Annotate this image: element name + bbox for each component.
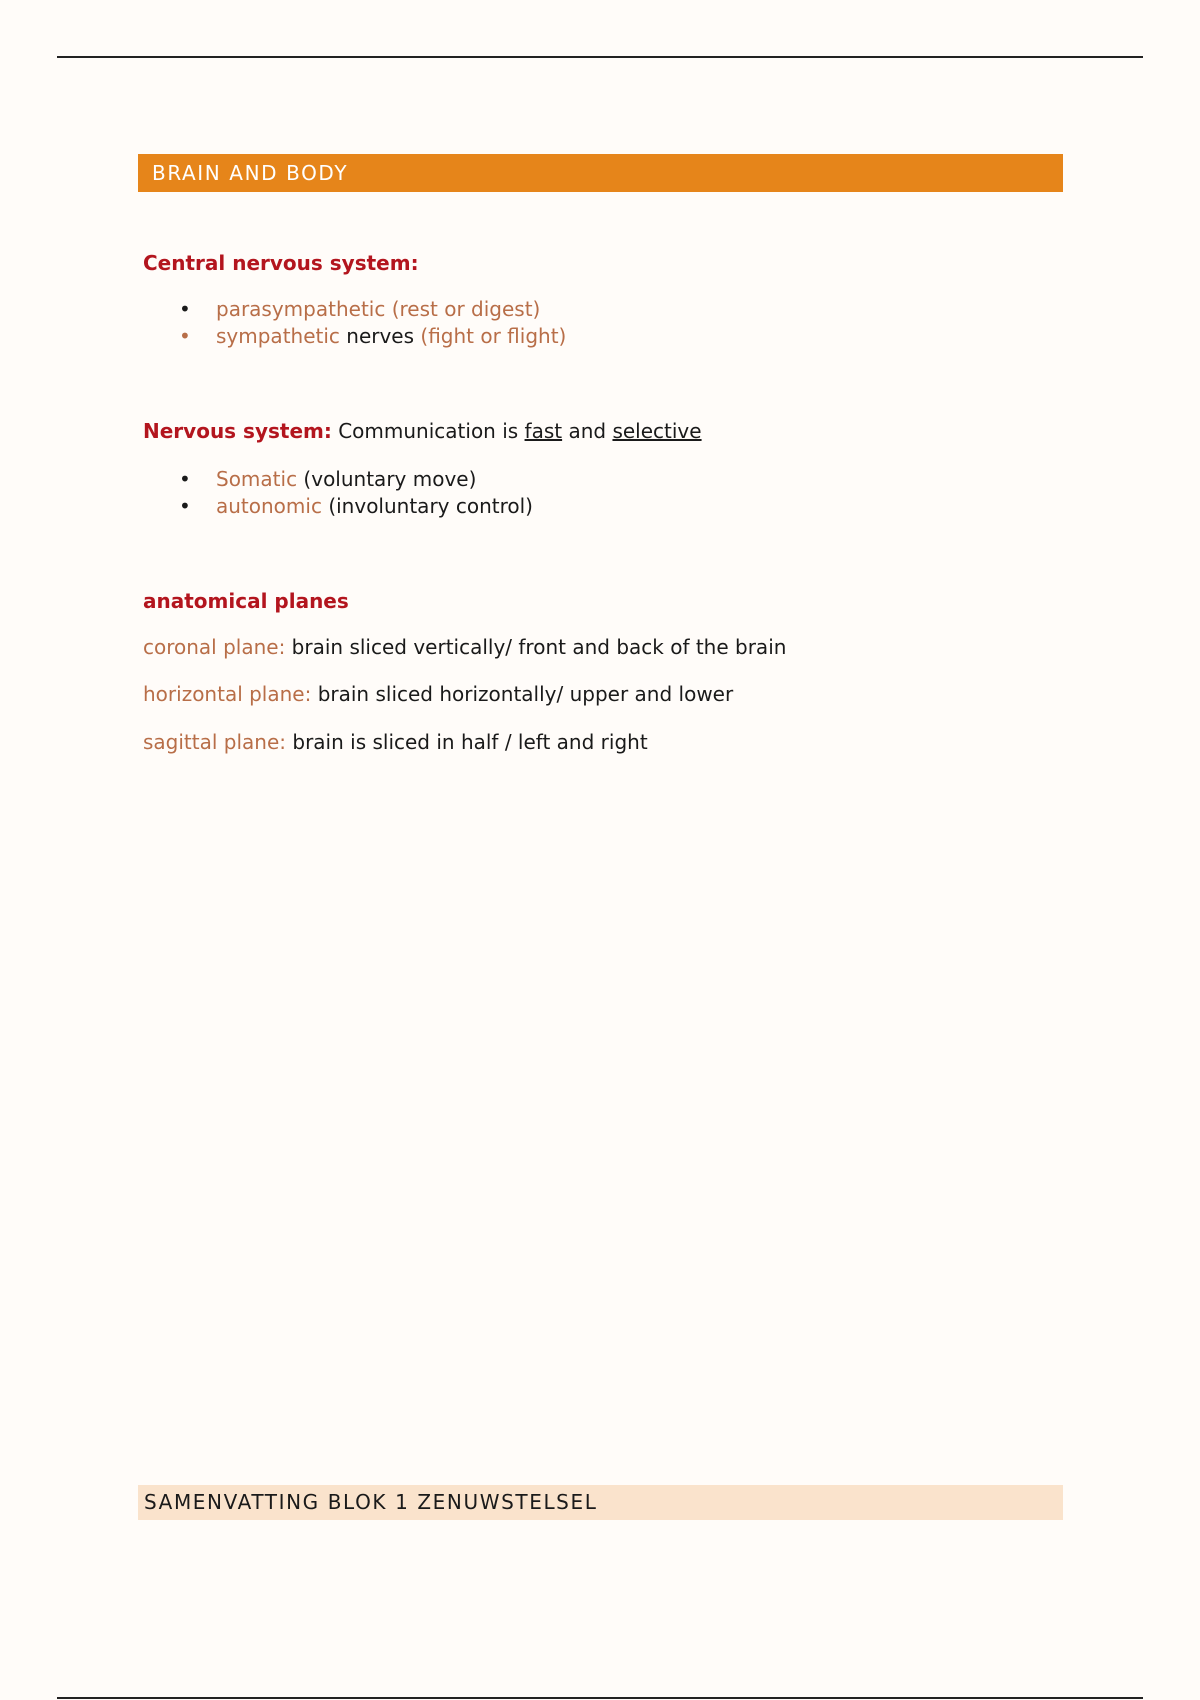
plane-term: horizontal plane: bbox=[143, 682, 312, 706]
plane-desc: brain sliced vertically/ front and back of the brain bbox=[285, 635, 787, 659]
nervous-and: and bbox=[562, 419, 613, 443]
list-item bbox=[143, 296, 566, 323]
bullet-icon: • bbox=[179, 467, 191, 491]
nervous-selective: selective bbox=[612, 419, 702, 443]
bullet-icon: • bbox=[179, 324, 191, 348]
item-paren: (fight or flight) bbox=[414, 324, 567, 348]
list-item bbox=[143, 323, 566, 350]
list-item bbox=[143, 466, 533, 493]
item-rest: (involuntary control) bbox=[321, 494, 533, 518]
item-paren: (rest or digest) bbox=[385, 297, 541, 321]
top-rule bbox=[57, 56, 1143, 58]
item-rest: (voluntary move) bbox=[297, 467, 477, 491]
item-rest: nerves bbox=[339, 324, 415, 348]
nervous-system-line bbox=[143, 417, 702, 445]
nervous-text-before: Communication is bbox=[331, 419, 525, 443]
term: Somatic bbox=[216, 467, 298, 491]
plane-line-sagittal bbox=[143, 728, 648, 756]
nervous-heading: Nervous system: bbox=[143, 419, 332, 443]
term: sympathetic bbox=[216, 324, 340, 348]
plane-line-horizontal bbox=[143, 680, 733, 708]
plane-line-coronal bbox=[143, 633, 786, 661]
planes-heading: anatomical planes bbox=[143, 589, 349, 613]
nervous-fast: fast bbox=[524, 419, 563, 443]
footer-band: SAMENVATTING BLOK 1 ZENUWSTELSEL bbox=[138, 1485, 1063, 1520]
cns-list bbox=[143, 296, 566, 350]
plane-term: coronal plane: bbox=[143, 635, 286, 659]
section-banner: BRAIN AND BODY bbox=[138, 154, 1063, 192]
plane-desc: brain is sliced in half / left and right bbox=[286, 730, 648, 754]
plane-term: sagittal plane: bbox=[143, 730, 287, 754]
cns-heading: Central nervous system: bbox=[143, 251, 419, 275]
list-item bbox=[143, 493, 533, 520]
bullet-icon: • bbox=[179, 297, 191, 321]
bullet-icon: • bbox=[179, 494, 191, 518]
nervous-list bbox=[143, 466, 533, 520]
bottom-rule bbox=[57, 1697, 1143, 1699]
term: autonomic bbox=[216, 494, 322, 518]
term: parasympathetic bbox=[216, 297, 386, 321]
plane-desc: brain sliced horizontally/ upper and lower bbox=[311, 682, 734, 706]
